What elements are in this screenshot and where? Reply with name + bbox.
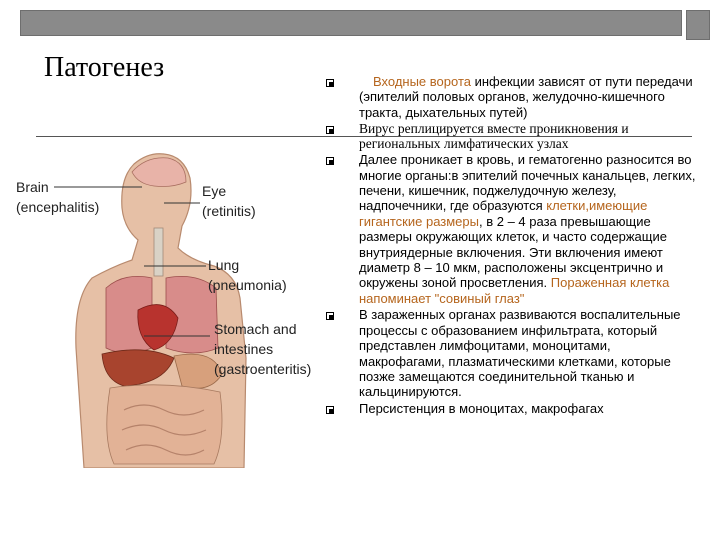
bullet-box-icon: [326, 126, 334, 134]
label-intestines: intestines: [214, 341, 274, 357]
list-item: [326, 152, 696, 306]
bullet-1-part-2: инфекции зависят от пути передачи (эпителий половых органов, желудочно-кишечного тракта, дыхательных путей): [359, 74, 693, 120]
bullet-3-part-1: Далее проникает в кровь, и гематогенно разносится во многие органы:в эпителий почечных канальцев, легких, печени, кишечник, поджелудочную железу, надпочечники, где образуются: [359, 152, 696, 214]
label-gastroenteritis: (gastroenteritis): [214, 361, 312, 377]
label-lung: Lung: [208, 257, 240, 273]
slide-title: Патогенез: [44, 52, 165, 83]
anatomy-illustration: [14, 148, 314, 468]
corner-decoration: [686, 10, 710, 40]
bullet-3-part-3: , в 2 – 4 раза превышающие размеры окружающих клеток, и часто содержащие внутриядерные включения. Эти включения имеют диаметр 8 – 10 мкм, расположены эксцентрично и окружены зоной просветления.: [359, 213, 667, 291]
bullet-list: [326, 74, 696, 417]
list-item: [326, 74, 696, 120]
list-item: [326, 401, 696, 416]
label-stomach: Stomach and: [214, 321, 297, 337]
bullet-1-part-1: Входные ворота: [373, 74, 471, 89]
header-band: [20, 10, 682, 36]
bullet-4-text: В зараженных органах развиваются воспалительные процессы с образованием инфильтрата, который представлен лимфоцитами, моноцитами, макрофагами, плазматическими клетками, которые позже замещаются соединительной тканью и кальцинируются.: [359, 307, 681, 400]
bullet-3-part-4: Пораженная клетка напоминает "совиный глаз": [359, 275, 670, 306]
bullet-box-icon: [326, 406, 334, 414]
list-item: [326, 307, 696, 399]
bullet-2-text: Вирус реплицируется вместе проникновения и региональных лимфатических узлах: [359, 121, 629, 152]
label-eye: Eye: [202, 183, 227, 199]
label-eye-sub: (retinitis): [202, 203, 256, 219]
bullet-5-text: Персистенция в моноцитах, макрофагах: [359, 400, 604, 416]
bullet-box-icon: [326, 157, 334, 165]
list-item: [326, 121, 696, 151]
bullet-box-icon: [326, 312, 334, 320]
bullet-3-part-2: клетки,имеющие гигантские размеры: [359, 198, 648, 229]
label-brain: Brain: [16, 179, 49, 195]
human-torso-figure: [76, 154, 246, 468]
label-lung-sub: (pneumonia): [208, 277, 287, 293]
bullet-box-icon: [326, 79, 334, 87]
label-brain-sub: (encephalitis): [16, 199, 100, 215]
